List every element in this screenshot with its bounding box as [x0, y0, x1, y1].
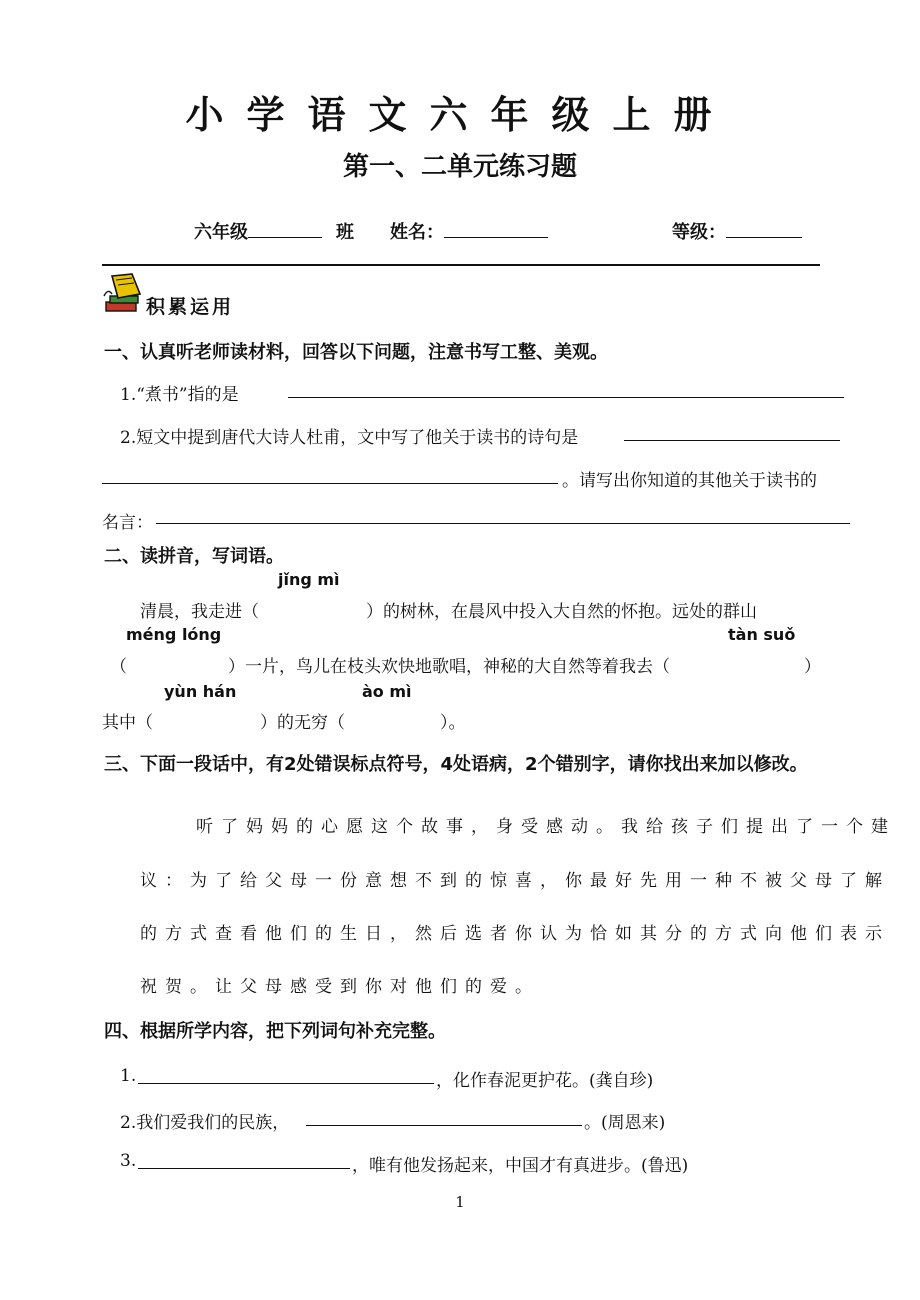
header-divider: [102, 264, 820, 266]
section-label: 积累运用: [146, 296, 235, 318]
q3-paragraph-line: 祝贺。让父母感受到你对他们的爱。: [140, 977, 540, 997]
q4-item2-end: 。(周恩来): [584, 1113, 666, 1133]
books-icon: [102, 272, 144, 316]
q3-heading: 三、下面一段话中，有2处错误标点符号，4处语病，2个错别字，请你找出来加以修改。: [104, 754, 808, 775]
q4-item1-blank[interactable]: [138, 1083, 434, 1084]
q2-heading: 二、读拼音，写词语。: [104, 546, 284, 567]
q4-item2-text: 2.我们爱我们的民族，: [120, 1113, 290, 1133]
q2-line2-a: （: [110, 657, 127, 677]
pinyin-1: jǐng mì: [278, 570, 340, 589]
q3-paragraph-line: 听了妈妈的心愿这个故事，身受感动。我给孩子们提出了一个建: [196, 817, 896, 837]
q2-line3-c: ）。: [440, 713, 466, 733]
q2-line3-a: 其中（: [102, 713, 153, 733]
pinyin-4: yùn hán: [164, 682, 237, 701]
q4-heading: 四、根据所学内容，把下列词句补充完整。: [104, 1021, 446, 1042]
q4-item1-text: ，化作春泥更护花。(龚自珍): [436, 1071, 654, 1091]
q2-line2-b: ）一片，鸟儿在枝头欢快地歌唱，神秘的大自然等着我去（: [228, 657, 670, 677]
page-subtitle: 第一、二单元练习题: [342, 152, 577, 182]
page-number: 1: [455, 1193, 465, 1211]
pinyin-3: tàn suǒ: [728, 625, 796, 644]
q1-item2-end: 名言：: [102, 513, 153, 533]
q3-paragraph-line: 的方式查看他们的生日，然后选者你认为恰如其分的方式向他们表示: [140, 924, 890, 944]
level-label: 等级：: [672, 222, 726, 243]
name-label: 姓名：: [390, 222, 444, 243]
name-field: [390, 218, 548, 244]
grade-field: [194, 218, 322, 244]
q2-line1-a: 清晨，我走进（: [140, 602, 259, 622]
q1-item2-cont: 。请写出你知道的其他关于读书的: [562, 471, 817, 491]
q4-item3-num: 3.: [120, 1151, 137, 1171]
grade-label: 六年级: [194, 222, 248, 243]
level-field: [672, 218, 802, 244]
q1-item2-blank[interactable]: [624, 440, 840, 441]
pinyin-2: méng lóng: [126, 625, 222, 644]
name-blank[interactable]: [444, 236, 548, 238]
q4-item2-blank[interactable]: [306, 1125, 582, 1126]
q1-quote-blank[interactable]: [156, 523, 850, 524]
q1-item1: 1.“煮书”指的是: [120, 385, 239, 405]
q1-item2-blank-2[interactable]: [102, 483, 558, 484]
q1-item2: 2.短文中提到唐代大诗人杜甫，文中写了他关于读书的诗句是: [120, 428, 579, 448]
level-blank[interactable]: [726, 236, 802, 238]
q4-item3-blank[interactable]: [138, 1168, 350, 1169]
q4-item1-num: 1.: [120, 1066, 137, 1086]
q2-line1-b: ）的树林，在晨风中投入大自然的怀抱。远处的群山: [366, 602, 757, 622]
grade-blank[interactable]: [248, 236, 322, 238]
q2-line2-c: ）: [804, 657, 821, 677]
q1-heading: 一、认真听老师读材料，回答以下问题，注意书写工整、美观。: [104, 342, 608, 363]
pinyin-5: ào mì: [362, 682, 412, 701]
class-label: 班: [336, 222, 354, 243]
q2-line3-b: ）的无穷（: [260, 713, 345, 733]
q1-item1-blank[interactable]: [288, 397, 844, 398]
q4-item3-text: ，唯有他发扬起来，中国才有真进步。(鲁迅): [352, 1156, 689, 1176]
page-title: 小学语文六年级上册: [185, 92, 735, 137]
q3-paragraph-line: 议：为了给父母一份意想不到的惊喜，你最好先用一种不被父母了解: [140, 871, 890, 891]
